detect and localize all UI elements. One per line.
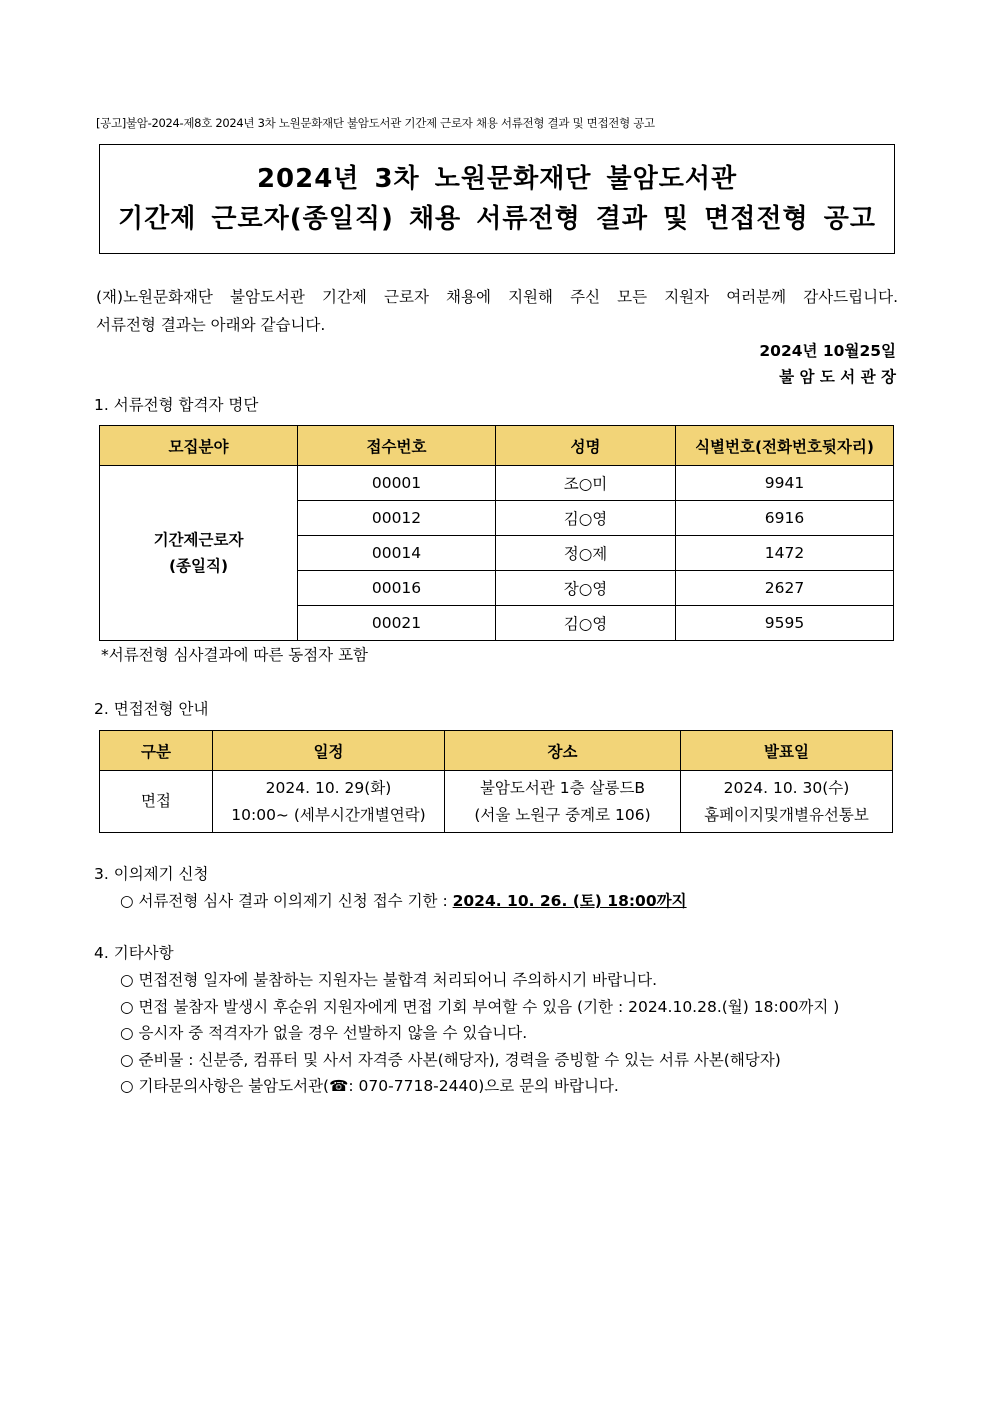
header-id: 식별번호(전화번호뒷자리) [676,426,894,466]
header-schedule: 일정 [213,731,445,771]
field-cell [100,466,298,641]
header-announce: 발표일 [681,731,893,771]
cell-type: 면접 [100,771,213,833]
intro-line-2: 서류전형 결과는 아래와 같습니다. [96,316,326,334]
schedule-line-1: 2024. 10. 29(화) [265,778,392,797]
announce-line-1: 2024. 10. 30(수) [723,778,850,797]
list-item: ○ 응시자 중 적격자가 없을 경우 선발하지 않을 수 있습니다. [120,1024,528,1042]
header-name: 성명 [496,426,676,466]
objection-text: ○ 서류전형 심사 결과 이의제기 신청 접수 기한 : [120,892,453,910]
cell-id: 2627 [676,571,894,606]
objection-bullet [120,889,687,911]
cell-number: 00016 [298,571,496,606]
cell-name: 장○영 [496,571,676,606]
table-row [100,771,893,833]
schedule-line-2: 10:00~ (세부시간개별연락) [231,805,426,824]
field-line-1: 기간제근로자 [153,531,244,549]
list-item: ○ 기타문의사항은 불암도서관(☎: 070-7718-2440)으로 문의 바랍니다. [120,1077,619,1095]
list-item: ○ 면접전형 일자에 불참하는 지원자는 불합격 처리되어니 주의하시기 바랍니다. [120,971,658,989]
cell-id: 9941 [676,466,894,501]
section-1-heading: 1. 서류전형 합격자 명단 [94,396,259,414]
cell-id: 1472 [676,536,894,571]
list-item: ○ 준비물 : 신분증, 컴퓨터 및 사서 자격증 사본(해당자), 경력을 증빙할 수 있는 서류 사본(해당자) [120,1051,781,1069]
header-type: 구분 [100,731,213,771]
intro-line-1: (재)노원문화재단 불암도서관 기간제 근로자 채용에 지원해 주신 모든 지원자 여러분께 감사드립니다. [96,288,898,306]
cell-name: 김○영 [496,606,676,641]
header-number: 접수번호 [298,426,496,466]
section-2-heading: 2. 면접전형 안내 [94,700,209,718]
cell-announce [681,771,893,833]
place-line-1: 불암도서관 1층 살롱드B [479,778,646,797]
objection-deadline: 2024. 10. 26. (토) 18:00까지 [452,892,687,910]
cell-name: 정○제 [496,536,676,571]
place-line-2: (서울 노원구 중계로 106) [474,805,651,824]
cell-number: 00021 [298,606,496,641]
announcement-date: 2024년 10월25일 [759,342,896,360]
list-item: ○ 면접 불참자 발생시 후순위 지원자에게 면접 기회 부여할 수 있음 (기한 : 2024.10.28.(월) 18:00까지 ) [120,998,840,1016]
cell-schedule [213,771,445,833]
cell-id: 6916 [676,501,894,536]
table-row [100,466,894,501]
title-box [99,144,895,254]
intro-paragraph [96,283,898,339]
title-line-2: 기간제 근로자(종일직) 채용 서류전형 결과 및 면접전형 공고 [118,204,876,234]
tie-note: *서류전형 심사결과에 따른 동점자 포함 [101,646,369,664]
cell-number: 00012 [298,501,496,536]
header-field: 모집분야 [100,426,298,466]
interview-table [99,730,893,833]
signer: 불 암 도 서 관 장 [779,368,896,386]
table-header-row [100,426,894,466]
cell-name: 조○미 [496,466,676,501]
cell-number: 00014 [298,536,496,571]
header-place: 장소 [445,731,681,771]
announce-line-2: 홈페이지및개별유선통보 [704,805,869,824]
section-3-heading: 3. 이의제기 신청 [94,865,209,883]
cell-name: 김○영 [496,501,676,536]
cell-place [445,771,681,833]
field-line-2: (종일직) [168,557,229,575]
section-4-heading: 4. 기타사항 [94,944,174,962]
cell-number: 00001 [298,466,496,501]
passer-table [99,425,894,641]
cell-id: 9595 [676,606,894,641]
title-line-1: 2024년 3차 노원문화재단 불암도서관 [256,164,738,194]
table-header-row [100,731,893,771]
document-reference: [공고]불암-2024-제8호 2024년 3차 노원문화재단 불암도서관 기간제 근로자 채용 서류전형 결과 및 면접전형 공고 [96,116,655,130]
